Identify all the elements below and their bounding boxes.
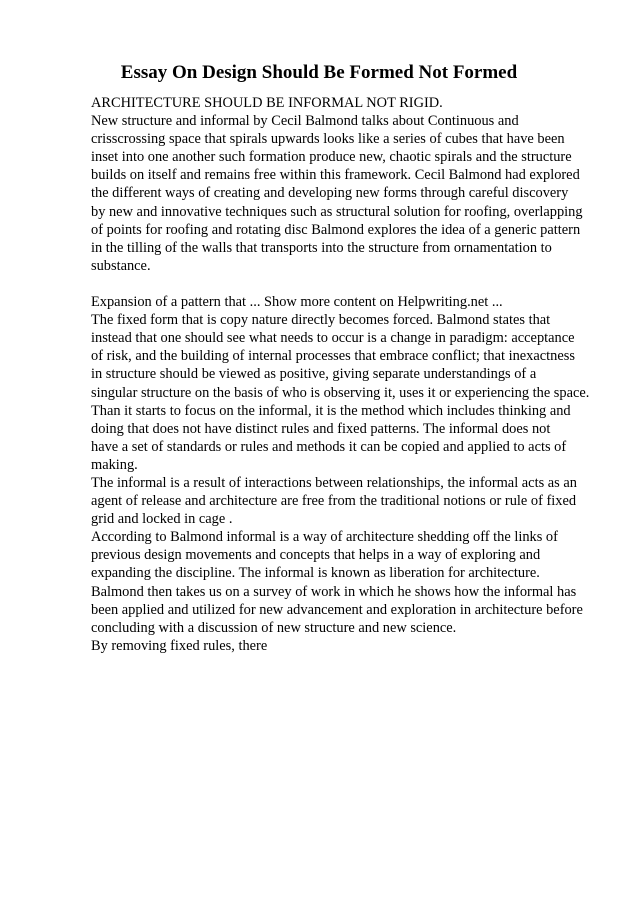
body-line: crisscrossing space that spirals upwards looks like a series of cubes that have been <box>91 131 565 148</box>
body-line: by new and innovative techniques such as structural solution for roofing, overlapping <box>91 203 583 220</box>
body-line: have a set of standards or rules and methods it can be copied and applied to acts of <box>91 438 567 455</box>
body-line: According to Balmond informal is a way of architecture shedding off the links of <box>91 529 558 546</box>
body-line: previous design movements and concepts that helps in a way of exploring and <box>91 547 541 564</box>
body-line: The informal is a result of interactions between relationships, the informal acts as an <box>91 474 577 491</box>
body-line: of points for roofing and rotating disc Balmond explores the idea of a generic pattern <box>91 221 581 238</box>
body-line: agent of release and architecture are free from the traditional notions or rule of fixed <box>91 493 577 510</box>
paragraph-break <box>91 275 611 293</box>
body-line: in structure should be viewed as positive, giving separate understandings of a <box>91 366 537 383</box>
body-line: instead that one should see what needs to occur is a change in paradigm: acceptance <box>91 330 575 347</box>
body-line: ARCHITECTURE SHOULD BE INFORMAL NOT RIGID. <box>91 95 443 111</box>
body-line: Balmond then takes us on a survey of work in which he shows how the informal has <box>91 583 577 600</box>
body-line: inset into one another such formation produce new, chaotic spirals and the structure <box>91 149 572 166</box>
body-line: substance. <box>91 257 151 274</box>
document-title: Essay On Design Should Be Formed Not Formed <box>120 62 518 83</box>
body-line: doing that does not have distinct rules and fixed patterns. The informal does not <box>91 420 551 437</box>
body-line: builds on itself and remains free within this framework. Cecil Balmond had explored <box>91 167 580 184</box>
body-line: in the tilling of the walls that transports into the structure from ornamentation to <box>91 239 552 256</box>
body-line: concluding with a discussion of new structure and new science. <box>91 619 457 636</box>
document-body <box>91 94 611 655</box>
body-line: singular structure on the basis of who is observing it, uses it or experiencing the space. <box>91 384 590 401</box>
body-line: grid and locked in cage . <box>91 511 233 528</box>
body-line: Expansion of a pattern that ... Show more content on Helpwriting.net ... <box>91 294 503 311</box>
body-line: of risk, and the building of internal processes that embrace conflict; that inexactness <box>91 348 575 365</box>
body-line: By removing fixed rules, there <box>91 637 268 654</box>
body-line: Than it starts to focus on the informal, it is the method which includes thinking and <box>91 402 571 419</box>
body-line: making. <box>91 456 138 473</box>
body-line: The fixed form that is copy nature directly becomes forced. Balmond states that <box>91 312 551 329</box>
body-line: been applied and utilized for new advancement and exploration in architecture before <box>91 601 583 618</box>
body-line: New structure and informal by Cecil Balmond talks about Continuous and <box>91 113 519 130</box>
body-line: expanding the discipline. The informal is known as liberation for architecture. <box>91 565 540 582</box>
body-line: the different ways of creating and developing new forms through careful discovery <box>91 185 569 202</box>
